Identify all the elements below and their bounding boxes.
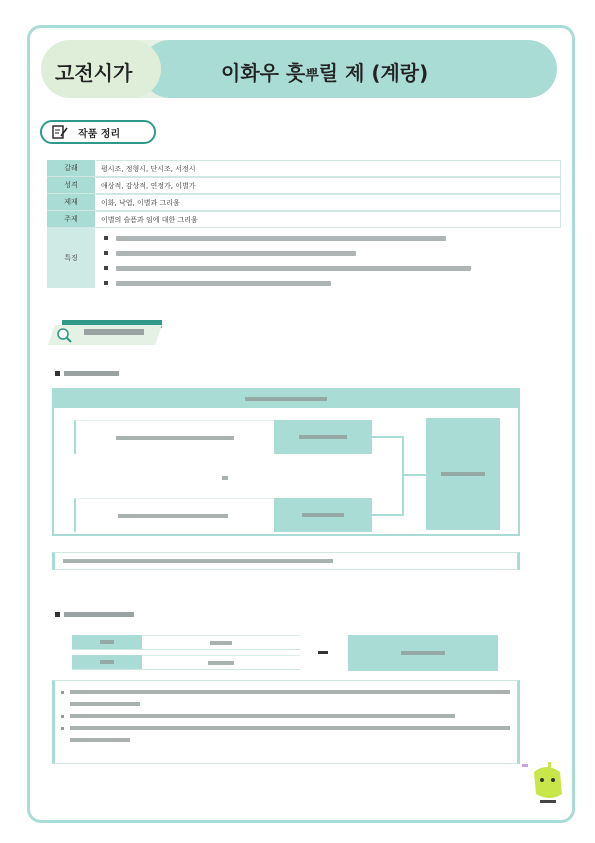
diagram-cell	[74, 498, 274, 532]
summary-value: 이화, 낙엽, 이별과 그리움	[96, 194, 561, 210]
poem-title-small: 뿌	[305, 68, 319, 84]
green-character-icon	[520, 760, 570, 812]
section-label: 작품 정리	[78, 128, 121, 140]
summary-row-features	[47, 228, 561, 288]
magnifier-icon	[56, 327, 72, 343]
summary-value: 애상적, 감상적, 연정가, 이별가	[96, 177, 561, 193]
poem-title-main: 이화우 흣	[221, 61, 306, 85]
summary-table	[47, 160, 561, 288]
structure-diagram	[52, 388, 520, 536]
subheading-1	[55, 371, 119, 377]
summary-value: 이별의 슬픔과 임에 대한 그리움	[96, 211, 561, 227]
equals-sign	[318, 651, 328, 654]
poem-title	[221, 57, 428, 86]
diagram-result	[426, 418, 500, 530]
diagram-cell-accent	[274, 420, 372, 454]
explanation-box	[52, 680, 520, 764]
diagram-note	[52, 552, 520, 570]
summary-row	[47, 177, 561, 194]
comparison-result	[348, 635, 498, 671]
feature-item	[104, 232, 561, 244]
features-list	[96, 228, 561, 288]
diagram-header	[54, 390, 518, 408]
summary-key: 제재	[47, 194, 96, 210]
summary-value: 평시조, 정형시, 단시조, 서정시	[96, 160, 561, 176]
note-pencil-icon	[52, 125, 68, 139]
summary-key: 주제	[47, 211, 96, 227]
diagram-cell-accent	[274, 498, 372, 532]
summary-row	[47, 194, 561, 211]
summary-row	[47, 160, 561, 177]
summary-key: 갈래	[47, 160, 96, 176]
diagram-cell	[74, 420, 274, 454]
feature-item	[104, 247, 561, 259]
feature-item	[104, 277, 561, 289]
summary-key: 특징	[47, 228, 96, 288]
feature-item	[104, 262, 561, 274]
subheading-2	[55, 612, 134, 618]
summary-key: 성격	[47, 177, 96, 193]
comparison-row	[72, 655, 300, 670]
section-analysis-tag	[44, 320, 162, 346]
poem-title-end: 릴 제 (계랑)	[318, 61, 429, 85]
summary-row	[47, 211, 561, 228]
comparison-row	[72, 635, 300, 650]
series-label: 고전시가	[55, 61, 133, 85]
title-banner	[41, 40, 557, 98]
section-work-summary	[40, 120, 156, 144]
